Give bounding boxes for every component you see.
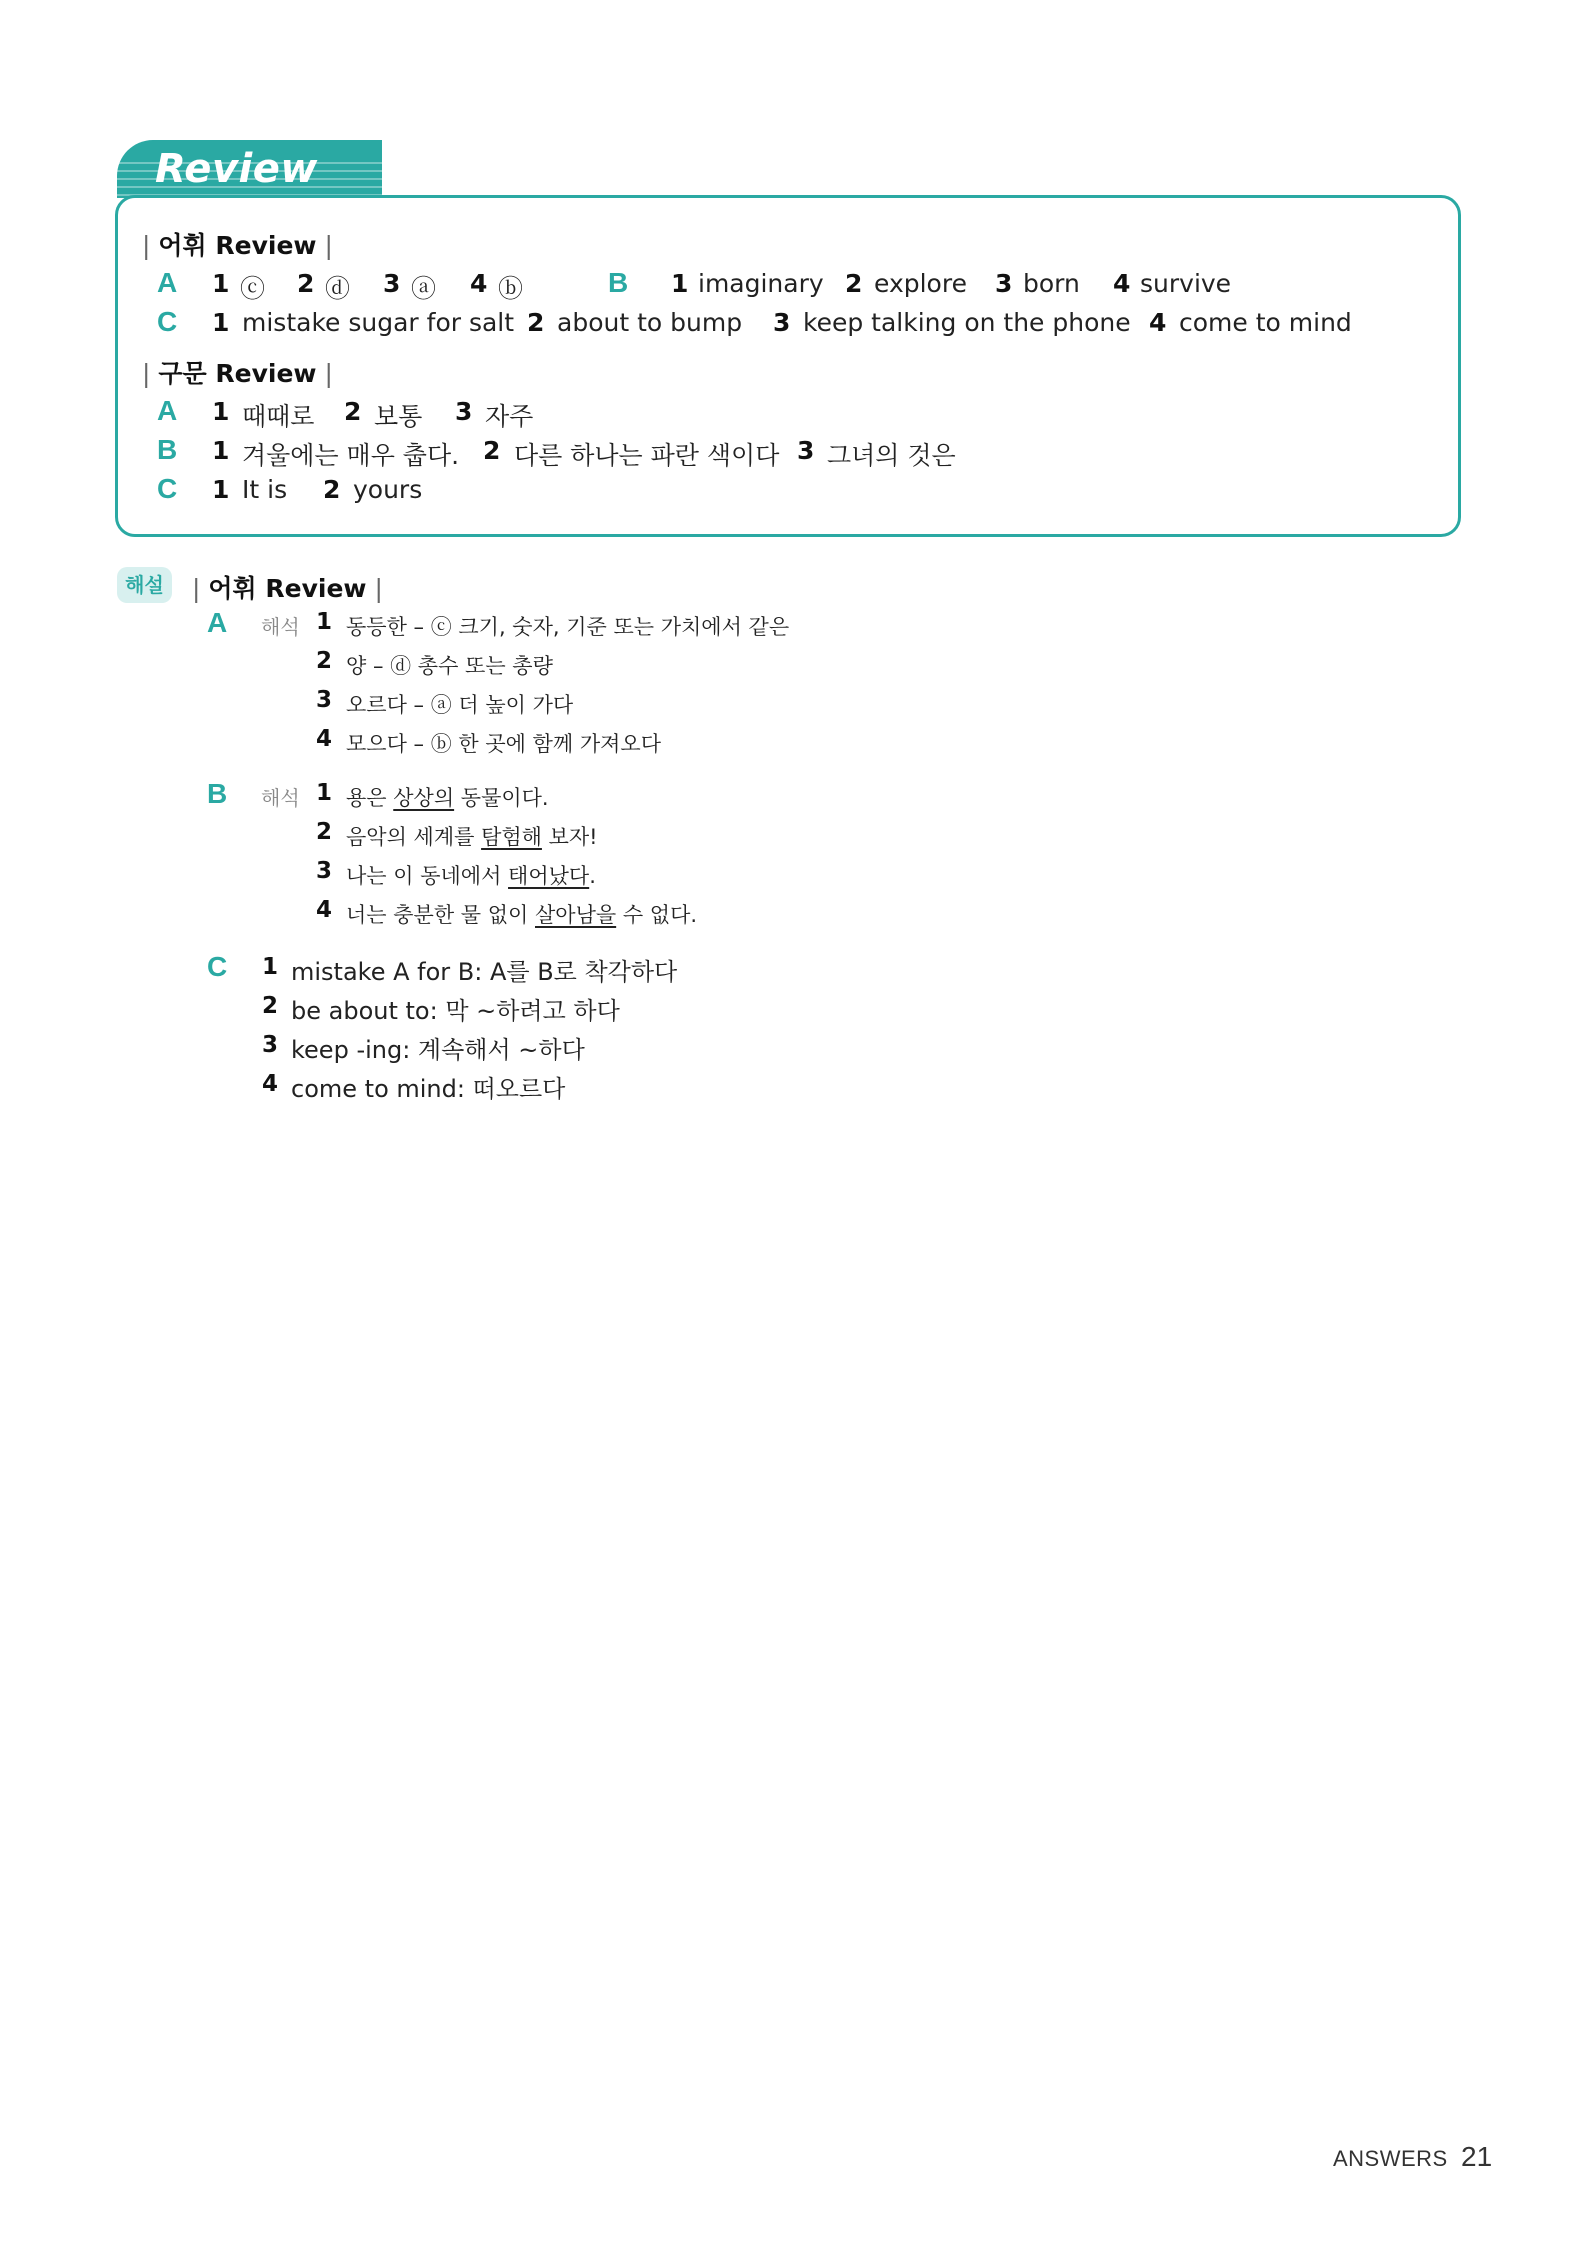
- review-test-tab: [117, 140, 382, 238]
- item-number: 3: [262, 1032, 279, 1058]
- syntax-c-letter: C: [157, 473, 178, 504]
- item-number: 1: [316, 780, 333, 806]
- page-number: 21: [1461, 2141, 1493, 2172]
- item-number: 4: [316, 897, 333, 923]
- item-number: 2: [316, 648, 333, 674]
- answer-text: ⓓ: [325, 274, 351, 303]
- idiom-explanation: come to mind: 떠오르다: [291, 1075, 566, 1103]
- item-number: 2: [845, 269, 863, 298]
- sentence-translation: 용은 상상의 동물이다.: [346, 786, 549, 810]
- item-number: 2: [262, 993, 279, 1019]
- explanation-text: 동등한 – ⓒ 크기, 숫자, 기준 또는 가치에서 같은: [346, 615, 790, 639]
- answer-text: survive: [1140, 269, 1232, 298]
- answer-text: explore: [874, 269, 967, 298]
- answer-text: ⓒ: [240, 274, 266, 303]
- answer-text: yours: [353, 475, 423, 504]
- item-number: 1: [316, 609, 333, 635]
- explanation-text: 양 – ⓓ 총수 또는 총량: [346, 654, 553, 678]
- answer-text: 보통: [374, 402, 423, 431]
- item-number: 1: [212, 475, 230, 504]
- answer-text: born: [1023, 269, 1080, 298]
- syntax-review-header: | 구문 Review |: [142, 359, 333, 388]
- item-number: 3: [316, 858, 333, 884]
- item-number: 4: [1113, 269, 1131, 298]
- sentence-translation: 너는 충분한 물 없이 살아남을 수 없다.: [346, 903, 698, 927]
- solution-tag: 해설: [117, 567, 172, 603]
- item-number: 2: [297, 269, 315, 298]
- vocab-b-letter: B: [608, 267, 629, 298]
- item-number: 1: [212, 269, 230, 298]
- item-number: 3: [995, 269, 1013, 298]
- item-number: 2: [316, 819, 333, 845]
- answer-text: 그녀의 것은: [827, 441, 956, 470]
- footer-label: ANSWERS: [1333, 2146, 1448, 2171]
- item-number: 1: [262, 954, 279, 980]
- answer-text: come to mind: [1179, 308, 1352, 337]
- explanation-text: 모으다 – ⓑ 한 곳에 함께 가져오다: [346, 732, 661, 756]
- item-number: 3: [773, 308, 791, 337]
- answer-text: imaginary: [698, 269, 824, 298]
- answer-text: ⓑ: [498, 274, 524, 303]
- review-test-title: Review Test: [155, 146, 318, 238]
- translation-label: 해석: [261, 786, 300, 810]
- item-number: 3: [455, 397, 473, 426]
- answer-text: 겨울에는 매우 춥다.: [242, 441, 460, 470]
- vocab-c-letter: C: [157, 306, 178, 337]
- item-number: 3: [316, 687, 333, 713]
- translation-label: 해석: [261, 615, 300, 639]
- sentence-translation: 음악의 세계를 탐험해 보자!: [346, 825, 598, 849]
- item-number: 2: [323, 475, 341, 504]
- answer-text: 자주: [485, 402, 534, 431]
- answer-text: ⓐ: [411, 274, 437, 303]
- item-number: 1: [212, 436, 230, 465]
- answer-text: about to bump: [557, 308, 743, 337]
- answer-text: keep talking on the phone: [803, 308, 1131, 337]
- syntax-a-letter: A: [157, 395, 178, 426]
- solution-a-letter: A: [207, 607, 228, 638]
- sentence-translation: 나는 이 동네에서 태어났다.: [346, 864, 596, 888]
- item-number: 2: [483, 436, 501, 465]
- item-number: 1: [671, 269, 689, 298]
- item-number: 4: [1149, 308, 1167, 337]
- idiom-explanation: keep -ing: 계속해서 ~하다: [291, 1036, 585, 1064]
- item-number: 2: [344, 397, 362, 426]
- answer-text: mistake sugar for salt: [242, 308, 515, 337]
- syntax-b-letter: B: [157, 434, 178, 465]
- item-number: 4: [316, 726, 333, 752]
- item-number: 4: [470, 269, 488, 298]
- item-number: 1: [212, 308, 230, 337]
- solution-c-letter: C: [207, 951, 228, 982]
- item-number: 3: [383, 269, 401, 298]
- vocab-a-letter: A: [157, 267, 178, 298]
- solution-header: | 어휘 Review |: [192, 574, 383, 603]
- answer-text: It is: [242, 475, 288, 504]
- item-number: 2: [527, 308, 545, 337]
- item-number: 1: [212, 397, 230, 426]
- vocab-review-header: | 어휘 Review |: [142, 231, 333, 260]
- idiom-explanation: mistake A for B: A를 B로 착각하다: [291, 958, 678, 986]
- answer-text: 다른 하나는 파란 색이다: [514, 441, 780, 470]
- solution-b-letter: B: [207, 778, 228, 809]
- item-number: 3: [797, 436, 815, 465]
- explanation-text: 오르다 – ⓐ 더 높이 가다: [346, 693, 574, 717]
- item-number: 4: [262, 1071, 279, 1097]
- answer-text: 때때로: [242, 402, 315, 431]
- idiom-explanation: be about to: 막 ~하려고 하다: [291, 997, 620, 1025]
